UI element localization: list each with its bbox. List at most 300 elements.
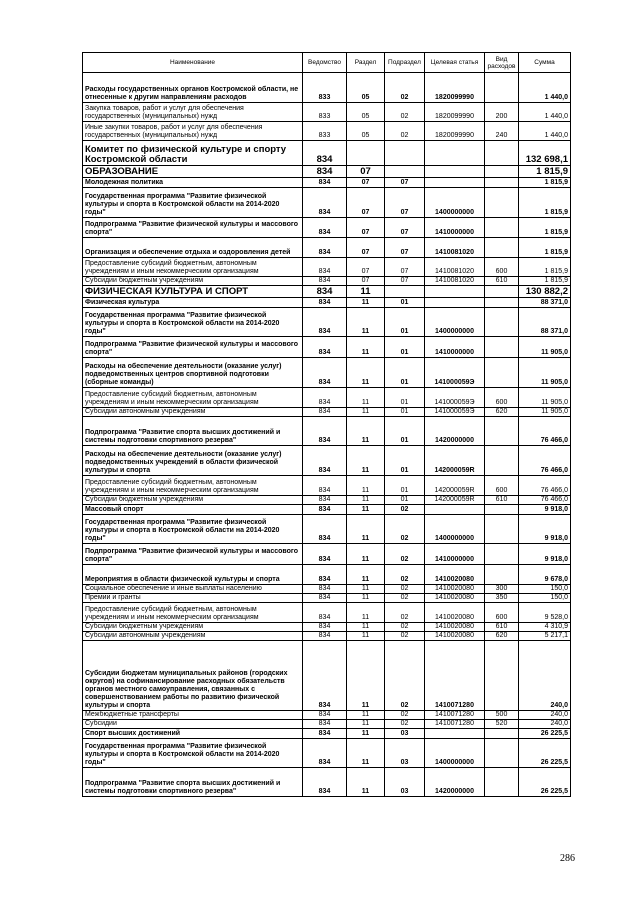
cell-dept: 834 <box>303 308 347 337</box>
table-row <box>83 603 571 623</box>
table-row <box>83 505 571 515</box>
cell-sum: 150,0 <box>519 594 571 603</box>
cell-target: 1410020080 <box>425 632 485 641</box>
cell-kind <box>485 641 519 711</box>
cell-dept: 834 <box>303 739 347 768</box>
cell-name: Премии и гранты <box>83 594 303 603</box>
cell-section: 11 <box>347 603 385 623</box>
table-row <box>83 496 571 505</box>
table-row <box>83 73 571 103</box>
cell-sum: 76 466,0 <box>519 417 571 446</box>
table-row <box>83 258 571 277</box>
cell-target: 1400000000 <box>425 739 485 768</box>
cell-target: 141000059Э <box>425 358 485 388</box>
cell-sum: 1 440,0 <box>519 122 571 141</box>
cell-sum: 240,0 <box>519 641 571 711</box>
cell-subsection: 02 <box>385 122 425 141</box>
cell-dept: 834 <box>303 258 347 277</box>
cell-dept: 834 <box>303 141 347 166</box>
table-row <box>83 408 571 417</box>
cell-dept: 834 <box>303 729 347 739</box>
cell-dept: 833 <box>303 122 347 141</box>
cell-kind: 600 <box>485 476 519 496</box>
cell-dept: 834 <box>303 594 347 603</box>
cell-target: 1410071280 <box>425 641 485 711</box>
table-row <box>83 166 571 178</box>
cell-target: 1410071280 <box>425 711 485 720</box>
cell-target: 1400000000 <box>425 188 485 218</box>
cell-dept: 834 <box>303 544 347 565</box>
cell-sum: 9 918,0 <box>519 515 571 544</box>
cell-subsection: 02 <box>385 711 425 720</box>
cell-section: 11 <box>347 358 385 388</box>
table-row <box>83 515 571 544</box>
cell-section: 11 <box>347 585 385 594</box>
cell-kind <box>485 238 519 258</box>
cell-kind <box>485 286 519 298</box>
cell-sum: 240,0 <box>519 720 571 729</box>
table-row <box>83 739 571 768</box>
cell-section: 07 <box>347 258 385 277</box>
cell-subsection: 03 <box>385 739 425 768</box>
cell-target: 1420000000 <box>425 417 485 446</box>
cell-section: 11 <box>347 711 385 720</box>
cell-dept: 834 <box>303 166 347 178</box>
cell-name: Расходы на обеспечение деятельности (оказание услуг) подведомственных центров спортивной подготовки (сборные команды) <box>83 358 303 388</box>
cell-name: Субсидии автономным учреждениям <box>83 408 303 417</box>
cell-target <box>425 286 485 298</box>
cell-subsection: 01 <box>385 476 425 496</box>
cell-target: 142000059R <box>425 446 485 476</box>
cell-dept: 834 <box>303 417 347 446</box>
cell-subsection <box>385 286 425 298</box>
cell-name: Предоставление субсидий бюджетным, автономным учреждениям и иным некоммерческим организациям <box>83 388 303 408</box>
cell-name: Молодежная политика <box>83 178 303 188</box>
cell-name: Субсидии бюджетным учреждениям <box>83 623 303 632</box>
cell-name: Иные закупки товаров, работ и услуг для обеспечения государственных (муниципальных) нужд <box>83 122 303 141</box>
cell-dept: 834 <box>303 711 347 720</box>
table-row <box>83 188 571 218</box>
table-row <box>83 358 571 388</box>
cell-dept: 834 <box>303 720 347 729</box>
budget-table <box>82 52 571 797</box>
cell-sum: 240,0 <box>519 711 571 720</box>
cell-name: Субсидии бюджетным учреждениям <box>83 496 303 505</box>
cell-kind: 610 <box>485 277 519 286</box>
cell-target: 1410081020 <box>425 277 485 286</box>
cell-subsection: 02 <box>385 594 425 603</box>
table-row <box>83 544 571 565</box>
cell-sum: 130 882,2 <box>519 286 571 298</box>
cell-section: 11 <box>347 729 385 739</box>
cell-section: 05 <box>347 103 385 122</box>
cell-name: Социальное обеспечение и иные выплаты населению <box>83 585 303 594</box>
cell-target: 1410020080 <box>425 594 485 603</box>
cell-subsection: 02 <box>385 565 425 585</box>
cell-sum: 26 225,5 <box>519 729 571 739</box>
cell-dept: 834 <box>303 388 347 408</box>
cell-dept: 834 <box>303 603 347 623</box>
cell-kind <box>485 544 519 565</box>
cell-subsection: 01 <box>385 308 425 337</box>
cell-section: 11 <box>347 286 385 298</box>
cell-sum: 9 678,0 <box>519 565 571 585</box>
cell-target <box>425 505 485 515</box>
cell-target: 1400000000 <box>425 515 485 544</box>
cell-subsection: 02 <box>385 505 425 515</box>
cell-target <box>425 141 485 166</box>
cell-name: ФИЗИЧЕСКАЯ КУЛЬТУРА И СПОРТ <box>83 286 303 298</box>
table-row <box>83 141 571 166</box>
cell-subsection: 01 <box>385 408 425 417</box>
table-row <box>83 308 571 337</box>
table-row <box>83 729 571 739</box>
cell-target: 141000059Э <box>425 408 485 417</box>
cell-subsection: 07 <box>385 258 425 277</box>
table-row <box>83 178 571 188</box>
cell-section: 07 <box>347 166 385 178</box>
cell-section: 11 <box>347 720 385 729</box>
table-row <box>83 298 571 308</box>
col-header-name: Наименование <box>83 53 303 73</box>
cell-kind <box>485 768 519 797</box>
cell-section: 07 <box>347 218 385 238</box>
cell-section: 11 <box>347 739 385 768</box>
cell-section: 11 <box>347 641 385 711</box>
cell-dept: 834 <box>303 641 347 711</box>
cell-kind <box>485 188 519 218</box>
cell-dept: 833 <box>303 103 347 122</box>
cell-section: 11 <box>347 505 385 515</box>
col-header-dept: Ведомство <box>303 53 347 73</box>
cell-name: Предоставление субсидий бюджетным, автономным учреждениям и иным некоммерческим организациям <box>83 258 303 277</box>
cell-section: 05 <box>347 122 385 141</box>
cell-target: 1410081020 <box>425 238 485 258</box>
cell-subsection: 01 <box>385 496 425 505</box>
cell-dept: 834 <box>303 623 347 632</box>
cell-subsection: 07 <box>385 238 425 258</box>
table-row <box>83 565 571 585</box>
page-number: 286 <box>560 853 575 864</box>
cell-name: Субсидии автономным учреждениям <box>83 632 303 641</box>
cell-target: 1410020080 <box>425 565 485 585</box>
cell-kind <box>485 141 519 166</box>
cell-target: 1410020080 <box>425 623 485 632</box>
cell-target: 1410071280 <box>425 720 485 729</box>
cell-subsection: 02 <box>385 623 425 632</box>
cell-kind: 620 <box>485 408 519 417</box>
cell-dept: 834 <box>303 218 347 238</box>
cell-subsection: 02 <box>385 603 425 623</box>
cell-subsection: 02 <box>385 632 425 641</box>
table-body <box>83 73 571 797</box>
cell-subsection: 01 <box>385 298 425 308</box>
cell-kind: 600 <box>485 388 519 408</box>
cell-section: 11 <box>347 408 385 417</box>
cell-name: Межбюджетные трансферты <box>83 711 303 720</box>
cell-kind: 300 <box>485 585 519 594</box>
cell-sum: 76 466,0 <box>519 496 571 505</box>
cell-section: 11 <box>347 768 385 797</box>
cell-kind <box>485 358 519 388</box>
cell-kind <box>485 178 519 188</box>
cell-kind <box>485 446 519 476</box>
table-row <box>83 238 571 258</box>
cell-subsection: 07 <box>385 178 425 188</box>
cell-subsection: 01 <box>385 358 425 388</box>
table-row <box>83 388 571 408</box>
cell-section: 11 <box>347 496 385 505</box>
table-row <box>83 585 571 594</box>
cell-subsection: 01 <box>385 337 425 358</box>
cell-subsection: 02 <box>385 73 425 103</box>
cell-kind: 500 <box>485 711 519 720</box>
table-row <box>83 122 571 141</box>
cell-subsection: 02 <box>385 544 425 565</box>
cell-dept: 834 <box>303 337 347 358</box>
cell-sum: 1 815,9 <box>519 218 571 238</box>
cell-sum: 1 815,9 <box>519 258 571 277</box>
cell-kind: 350 <box>485 594 519 603</box>
cell-kind <box>485 218 519 238</box>
cell-subsection: 02 <box>385 720 425 729</box>
cell-target: 1820099990 <box>425 73 485 103</box>
cell-target: 1410020080 <box>425 603 485 623</box>
col-header-subsection: Подраздел <box>385 53 425 73</box>
cell-kind <box>485 308 519 337</box>
cell-kind <box>485 739 519 768</box>
table-row <box>83 476 571 496</box>
cell-kind: 610 <box>485 623 519 632</box>
cell-kind <box>485 337 519 358</box>
cell-subsection: 02 <box>385 641 425 711</box>
cell-subsection: 02 <box>385 585 425 594</box>
cell-name: Массовый спорт <box>83 505 303 515</box>
table-row <box>83 446 571 476</box>
cell-name: Расходы государственных органов Костромской области, не отнесенные к другим направлениям расходов <box>83 73 303 103</box>
cell-sum: 9 918,0 <box>519 544 571 565</box>
cell-subsection: 03 <box>385 729 425 739</box>
cell-name: Подпрограмма "Развитие физической культуры и массового спорта" <box>83 218 303 238</box>
cell-target <box>425 298 485 308</box>
cell-target: 1820099990 <box>425 122 485 141</box>
cell-name: ОБРАЗОВАНИЕ <box>83 166 303 178</box>
cell-target: 142000059R <box>425 496 485 505</box>
cell-subsection: 01 <box>385 388 425 408</box>
col-header-kind: Вид расходов <box>485 53 519 73</box>
table-row <box>83 641 571 711</box>
cell-target: 1410081020 <box>425 258 485 277</box>
cell-kind: 610 <box>485 496 519 505</box>
cell-sum: 4 310,9 <box>519 623 571 632</box>
cell-subsection <box>385 166 425 178</box>
cell-sum: 1 815,9 <box>519 178 571 188</box>
cell-target: 1820099990 <box>425 103 485 122</box>
cell-name: Государственная программа "Развитие физической культуры и спорта в Костромской области на 2014-2020 годы" <box>83 308 303 337</box>
cell-name: Спорт высших достижений <box>83 729 303 739</box>
table-row <box>83 417 571 446</box>
cell-sum: 88 371,0 <box>519 308 571 337</box>
cell-section: 11 <box>347 388 385 408</box>
table-row <box>83 103 571 122</box>
cell-sum: 26 225,5 <box>519 768 571 797</box>
cell-name: Подпрограмма "Развитие физической культуры и массового спорта" <box>83 544 303 565</box>
cell-name: Подпрограмма "Развитие физической культуры и массового спорта" <box>83 337 303 358</box>
col-header-section: Раздел <box>347 53 385 73</box>
cell-dept: 834 <box>303 496 347 505</box>
cell-name: Предоставление субсидий бюджетным, автономным учреждениям и иным некоммерческим организациям <box>83 603 303 623</box>
cell-name: Государственная программа "Развитие физической культуры и спорта в Костромской области на 2014-2020 годы" <box>83 515 303 544</box>
cell-sum: 1 815,9 <box>519 188 571 218</box>
cell-dept: 834 <box>303 286 347 298</box>
table-row <box>83 594 571 603</box>
cell-section: 11 <box>347 632 385 641</box>
cell-section: 11 <box>347 544 385 565</box>
cell-section: 07 <box>347 188 385 218</box>
cell-dept: 834 <box>303 298 347 308</box>
cell-name: Субсидии <box>83 720 303 729</box>
cell-subsection: 03 <box>385 768 425 797</box>
cell-section: 11 <box>347 337 385 358</box>
cell-section: 11 <box>347 308 385 337</box>
table-row <box>83 623 571 632</box>
cell-target: 1420000000 <box>425 768 485 797</box>
cell-name: Мероприятия в области физической культуры и спорта <box>83 565 303 585</box>
cell-dept: 834 <box>303 515 347 544</box>
cell-sum: 26 225,5 <box>519 739 571 768</box>
cell-name: Государственная программа "Развитие физической культуры и спорта в Костромской области на 2014-2020 годы" <box>83 188 303 218</box>
cell-dept: 834 <box>303 446 347 476</box>
cell-kind <box>485 73 519 103</box>
cell-section <box>347 141 385 166</box>
cell-dept: 834 <box>303 585 347 594</box>
cell-subsection: 02 <box>385 103 425 122</box>
cell-dept: 834 <box>303 178 347 188</box>
cell-sum: 9 528,0 <box>519 603 571 623</box>
cell-name: Субсидии бюджетам муниципальных районов (городских округов) на софинансирование расходных обязательств органов местного самоуправления, связанных с совершенствованием работы по развитию физической культуры и спорта <box>83 641 303 711</box>
cell-name: Закупка товаров, работ и услуг для обеспечения государственных (муниципальных) нужд <box>83 103 303 122</box>
cell-sum: 11 905,0 <box>519 337 571 358</box>
table-header-row <box>83 53 571 73</box>
cell-name: Субсидии бюджетным учреждениям <box>83 277 303 286</box>
cell-target <box>425 729 485 739</box>
cell-subsection: 01 <box>385 417 425 446</box>
cell-target: 141000059Э <box>425 388 485 408</box>
table-row <box>83 286 571 298</box>
cell-kind: 620 <box>485 632 519 641</box>
cell-section: 11 <box>347 417 385 446</box>
cell-section: 11 <box>347 515 385 544</box>
col-header-sum: Сумма <box>519 53 571 73</box>
cell-sum: 11 905,0 <box>519 388 571 408</box>
cell-dept: 834 <box>303 505 347 515</box>
cell-name: Государственная программа "Развитие физической культуры и спорта в Костромской области на 2014-2020 годы" <box>83 739 303 768</box>
cell-subsection: 07 <box>385 277 425 286</box>
cell-target <box>425 178 485 188</box>
cell-dept: 834 <box>303 476 347 496</box>
cell-subsection: 01 <box>385 446 425 476</box>
cell-kind: 600 <box>485 258 519 277</box>
cell-target: 1400000000 <box>425 308 485 337</box>
cell-subsection: 07 <box>385 188 425 218</box>
cell-section: 07 <box>347 178 385 188</box>
cell-section: 07 <box>347 277 385 286</box>
cell-sum: 76 466,0 <box>519 446 571 476</box>
cell-subsection: 02 <box>385 515 425 544</box>
cell-section: 07 <box>347 238 385 258</box>
cell-section: 05 <box>347 73 385 103</box>
cell-name: Организация и обеспечение отдыха и оздоровления детей <box>83 238 303 258</box>
cell-kind: 600 <box>485 603 519 623</box>
cell-section: 11 <box>347 623 385 632</box>
cell-dept: 834 <box>303 358 347 388</box>
cell-kind <box>485 729 519 739</box>
cell-sum: 1 440,0 <box>519 73 571 103</box>
cell-name: Физическая культура <box>83 298 303 308</box>
table-row <box>83 720 571 729</box>
cell-sum: 1 440,0 <box>519 103 571 122</box>
cell-sum: 11 905,0 <box>519 408 571 417</box>
table-row <box>83 277 571 286</box>
cell-sum: 88 371,0 <box>519 298 571 308</box>
cell-section: 11 <box>347 476 385 496</box>
cell-dept: 834 <box>303 238 347 258</box>
table-row <box>83 711 571 720</box>
cell-section: 11 <box>347 594 385 603</box>
cell-sum: 1 815,9 <box>519 238 571 258</box>
cell-subsection <box>385 141 425 166</box>
cell-target: 1410000000 <box>425 218 485 238</box>
cell-section: 11 <box>347 298 385 308</box>
cell-sum: 150,0 <box>519 585 571 594</box>
cell-kind <box>485 505 519 515</box>
table-row <box>83 768 571 797</box>
table-row <box>83 218 571 238</box>
cell-name: Предоставление субсидий бюджетным, автономным учреждениям и иным некоммерческим организациям <box>83 476 303 496</box>
cell-name: Подпрограмма "Развитие спорта высших достижений и системы подготовки спортивного резерва" <box>83 768 303 797</box>
cell-section: 11 <box>347 446 385 476</box>
cell-name: Расходы на обеспечение деятельности (оказание услуг) подведомственных учреждений в области физической культуры и спорта <box>83 446 303 476</box>
cell-kind: 240 <box>485 122 519 141</box>
cell-kind <box>485 298 519 308</box>
cell-dept: 834 <box>303 768 347 797</box>
cell-sum: 9 918,0 <box>519 505 571 515</box>
cell-dept: 834 <box>303 632 347 641</box>
cell-sum: 76 466,0 <box>519 476 571 496</box>
cell-target <box>425 166 485 178</box>
cell-dept: 834 <box>303 408 347 417</box>
cell-sum: 11 905,0 <box>519 358 571 388</box>
cell-name: Комитет по физической культуре и спорту Костромской области <box>83 141 303 166</box>
cell-dept: 833 <box>303 73 347 103</box>
cell-section: 11 <box>347 565 385 585</box>
cell-kind <box>485 417 519 446</box>
cell-kind <box>485 166 519 178</box>
cell-kind: 200 <box>485 103 519 122</box>
cell-kind: 520 <box>485 720 519 729</box>
cell-dept: 834 <box>303 277 347 286</box>
col-header-target: Целевая статья <box>425 53 485 73</box>
cell-target: 1410020080 <box>425 585 485 594</box>
cell-sum: 132 698,1 <box>519 141 571 166</box>
cell-name: Подпрограмма "Развитие спорта высших достижений и системы подготовки спортивного резерва" <box>83 417 303 446</box>
cell-dept: 834 <box>303 188 347 218</box>
cell-target: 142000059R <box>425 476 485 496</box>
cell-subsection: 07 <box>385 218 425 238</box>
table-row <box>83 632 571 641</box>
cell-target: 1410000000 <box>425 544 485 565</box>
cell-sum: 1 815,9 <box>519 166 571 178</box>
